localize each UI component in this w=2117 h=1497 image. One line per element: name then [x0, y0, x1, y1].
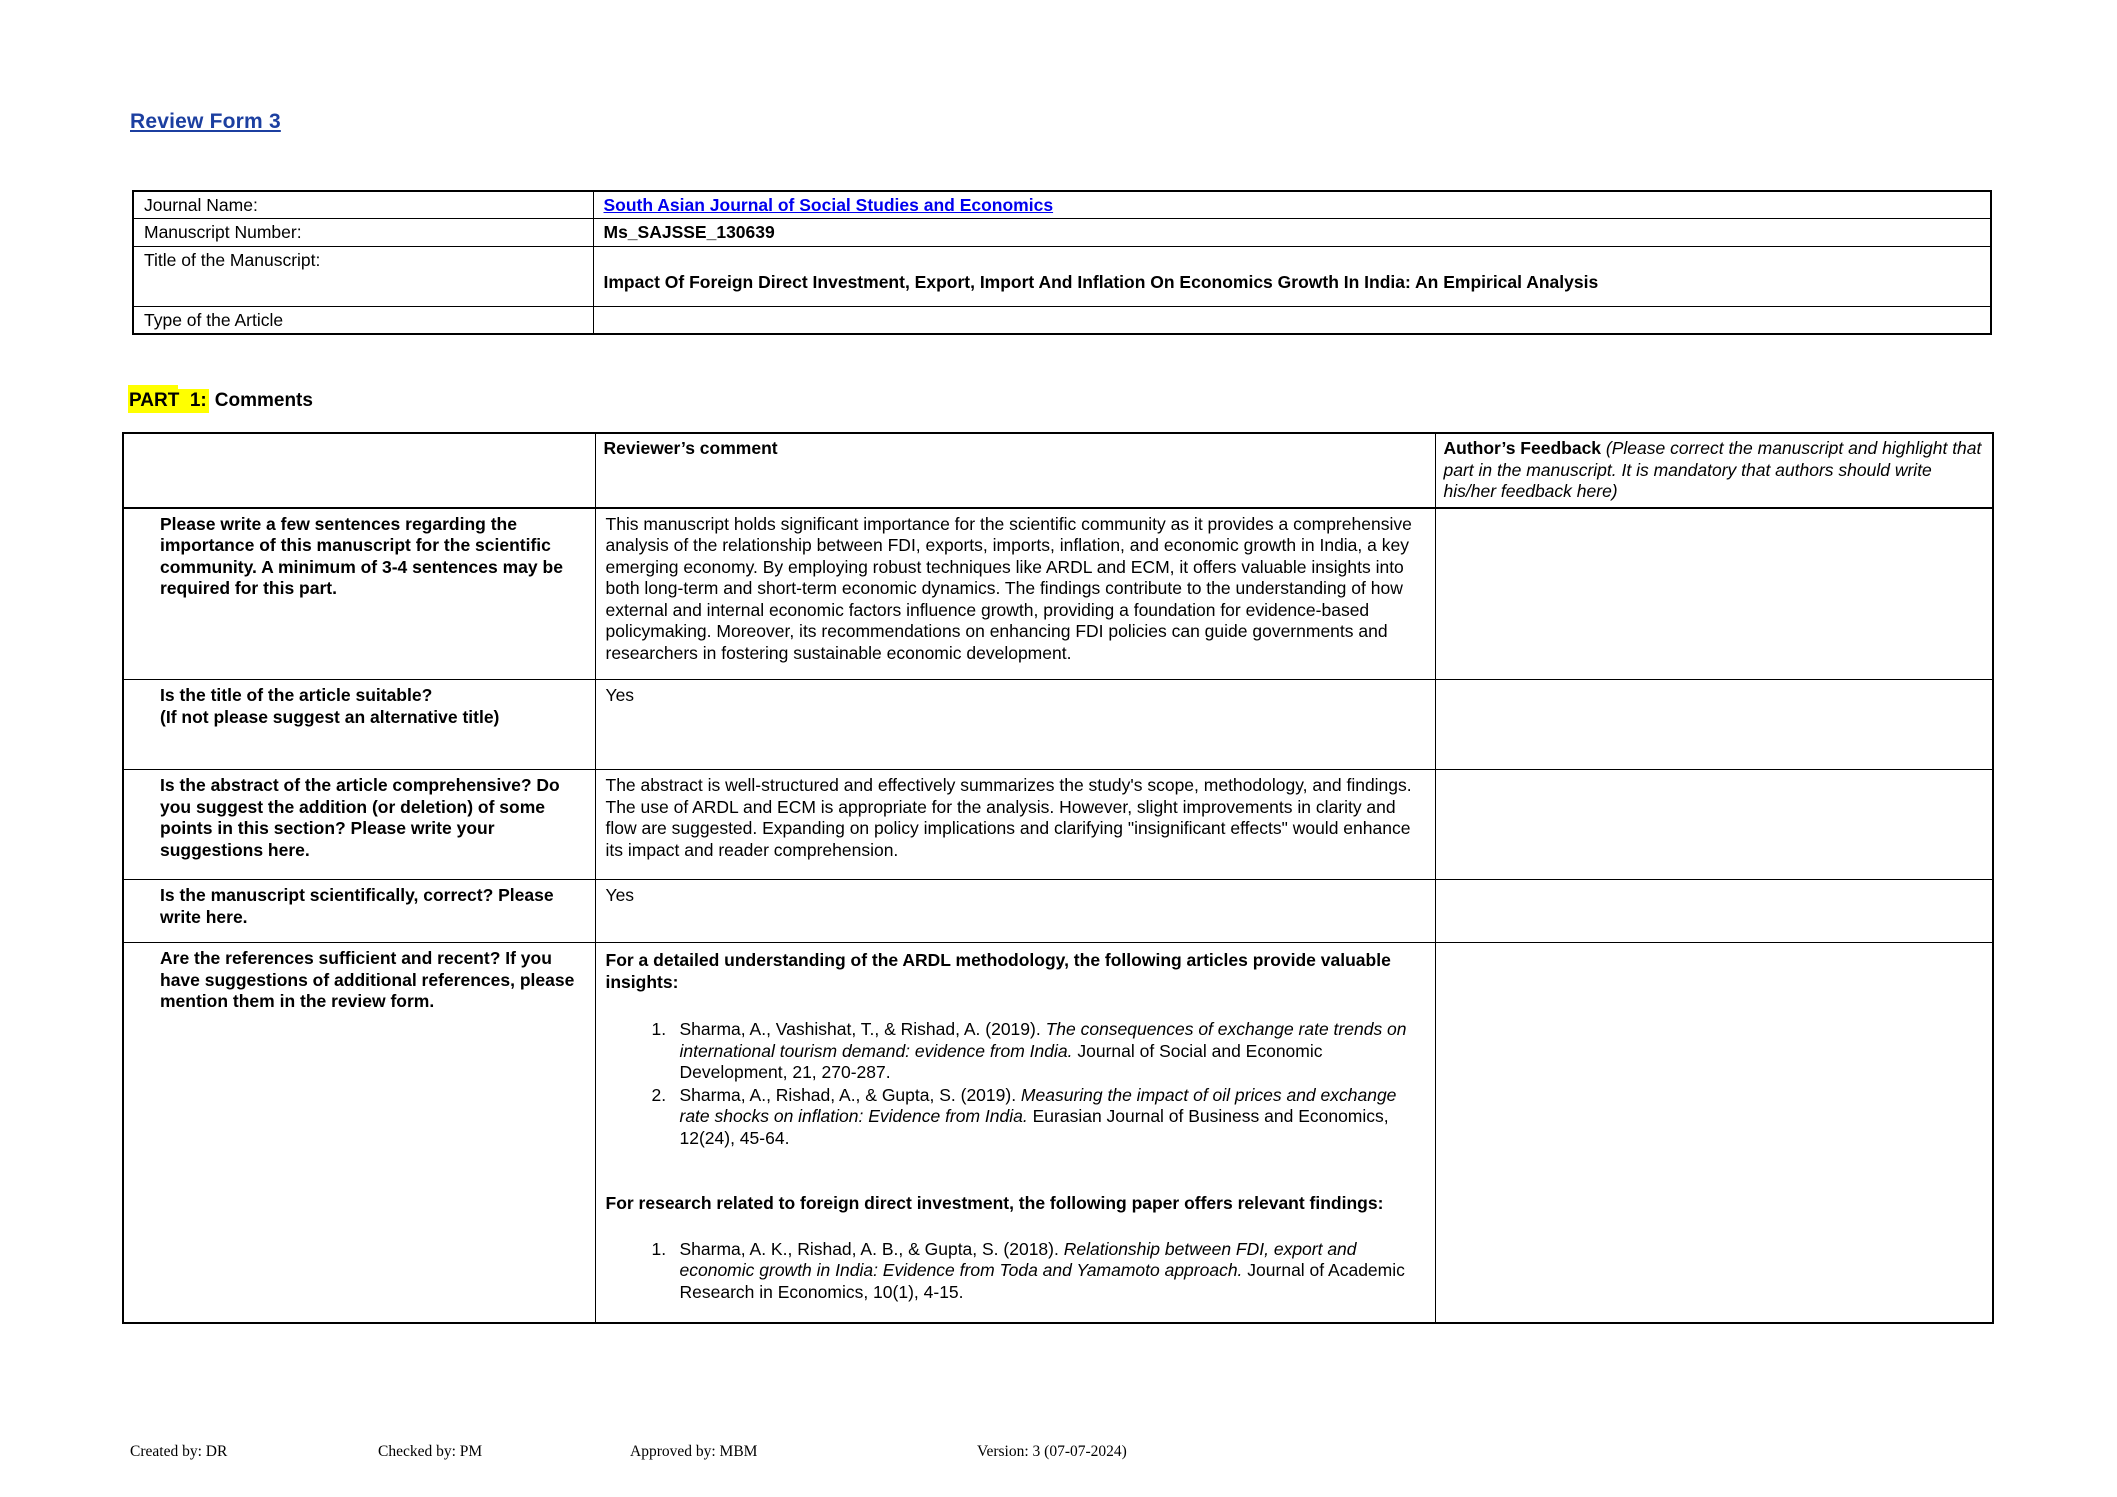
reference-journal: Journal of Academic Research in Economics, 10(1), 4-15.: [679, 1260, 1405, 1302]
part1-title: Comments: [214, 390, 313, 411]
table-row: [133, 219, 1991, 246]
comments-table: [122, 432, 1994, 1324]
question-title-suitable: [123, 680, 595, 770]
reviewer-comment-importance: This manuscript holds significant importance for the scientific community as it provides a comprehensive analysis of the relationship between FDI, exports, imports, inflation, and economic growth in India, a key emerging economy. By employing robust techniques like ARDL and ECM, it offers valuable insights into both long-term and short-term economic dynamics. The findings contribute to the understanding of how external and internal economic factors influence growth, providing a foundation for evidence-based policymaking. Moreover, its recommendations on enhancing FDI policies can guide governments and researchers in fostering sustainable economic development.: [595, 508, 1435, 680]
journal-name-label: Journal Name:: [133, 191, 593, 219]
reference-journal: Journal of Social and Economic Development, 21, 270-287.: [679, 1040, 1323, 1083]
footer-checked: Checked by: PM: [378, 1443, 483, 1460]
comments-header-row: [123, 433, 1993, 508]
reference-title: Measuring the impact of oil prices and exchange rate shocks on inflation: Evidence from India.: [679, 1084, 1397, 1127]
ardl-intro: For a detailed understanding of the ARDL methodology, the following articles provide valuable insights:: [605, 950, 1391, 992]
reviewer-comment-abstract: The abstract is well-structured and effectively summarizes the study's scope, methodology, and findings. The use of ARDL and ECM is appropriate for the analysis. However, slight improvements in clarity and flow are suggested. Expanding on policy implications and clarifying "insignificant effects" would enhance its impact and reader comprehension.: [595, 770, 1435, 880]
reviewer-comment-header: Reviewer’s comment: [595, 433, 1435, 508]
part1-label: PART 1:: [129, 390, 207, 411]
table-row: [133, 246, 1991, 306]
manuscript-title-label: Title of the Manuscript:: [133, 246, 593, 306]
empty-header-cell: [123, 433, 595, 508]
ardl-reference-list: [652, 1019, 1427, 1149]
table-row-scientific: [123, 880, 1993, 943]
manuscript-meta-table: [132, 190, 1992, 335]
journal-name-value: [593, 191, 1991, 219]
author-feedback-header-note: (Please correct the manuscript and highlight that part in the manuscript. It is mandatory that authors should write his/her feedback here): [1443, 438, 1982, 502]
journal-link[interactable]: South Asian Journal of Social Studies and Economics: [603, 195, 1054, 215]
footer-version: Version: 3 (07-07-2024): [977, 1443, 1127, 1460]
reference-authors: Sharma, A., Rishad, A., & Gupta, S. (2019).: [679, 1084, 1021, 1105]
table-row-abstract: [123, 770, 1993, 880]
question-line: Is the title of the article suitable?: [160, 685, 433, 706]
reference-title: The consequences of exchange rate trends on international tourism demand: evidence from India.: [679, 1019, 1407, 1061]
list-item: [652, 1019, 1427, 1084]
page-title: Review Form 3: [130, 110, 281, 133]
list-number: 1.: [651, 1238, 667, 1259]
list-item: [652, 1239, 1427, 1304]
fdi-reference-list: [652, 1239, 1427, 1304]
reviewer-comment-title-suitable: Yes: [595, 680, 1435, 770]
table-row: [133, 191, 1991, 219]
author-feedback-cell: [1435, 508, 1993, 680]
table-row-title-suitable: [123, 680, 1993, 770]
author-feedback-cell: [1435, 943, 1993, 1323]
footer-created: Created by: DR: [130, 1443, 228, 1460]
fdi-intro: For research related to foreign direct investment, the following paper offers relevant findings:: [605, 1193, 1384, 1214]
author-feedback-header: [1435, 433, 1993, 508]
author-feedback-cell: [1435, 880, 1993, 943]
reference-title: Relationship between FDI, export and economic growth in India: Evidence from Toda and Yamamoto approach.: [679, 1238, 1357, 1281]
reference-journal: Eurasian Journal of Business and Economics, 12(24), 45-64.: [679, 1106, 1389, 1148]
manuscript-title-value: Impact Of Foreign Direct Investment, Export, Import And Inflation On Economics Growth In India: An Empirical Analysis: [593, 246, 1991, 306]
question-scientific: Is the manuscript scientifically, correct? Please write here.: [123, 880, 595, 943]
manuscript-number-label: Manuscript Number:: [133, 219, 593, 246]
list-number: 1.: [651, 1019, 667, 1040]
author-feedback-header-bold: Author’s Feedback: [1443, 438, 1606, 458]
reviewer-comment-references: [595, 943, 1435, 1323]
reference-authors: Sharma, A., Vashishat, T., & Rishad, A. (2019).: [679, 1019, 1046, 1040]
table-row-references: [123, 943, 1993, 1323]
reference-authors: Sharma, A. K., Rishad, A. B., & Gupta, S. (2018).: [679, 1238, 1064, 1259]
question-line: (If not please suggest an alternative title): [160, 706, 500, 727]
article-type-label: Type of the Article: [133, 306, 593, 334]
table-row-importance: [123, 508, 1993, 680]
question-references: Are the references sufficient and recent? If you have suggestions of additional references, please mention them in the review form.: [123, 943, 595, 1323]
question-abstract: Is the abstract of the article comprehensive? Do you suggest the addition (or deletion) of some points in this section? Please write your suggestions here.: [123, 770, 595, 880]
author-feedback-cell: [1435, 680, 1993, 770]
footer-approved: Approved by: MBM: [630, 1443, 758, 1460]
author-feedback-cell: [1435, 770, 1993, 880]
list-item: [652, 1085, 1427, 1150]
reference-text: [680, 1239, 1427, 1304]
manuscript-number-value: Ms_SAJSSE_130639: [593, 219, 1991, 246]
reviewer-comment-scientific: Yes: [595, 880, 1435, 943]
reference-text: [680, 1085, 1427, 1150]
table-row: [133, 306, 1991, 334]
question-importance: Please write a few sentences regarding the importance of this manuscript for the scientific community. A minimum of 3-4 sentences may be required for this part.: [123, 508, 595, 680]
article-type-value: [593, 306, 1991, 334]
list-number: 2.: [651, 1084, 667, 1105]
reference-text: [680, 1019, 1427, 1084]
part1-heading: [128, 390, 313, 412]
